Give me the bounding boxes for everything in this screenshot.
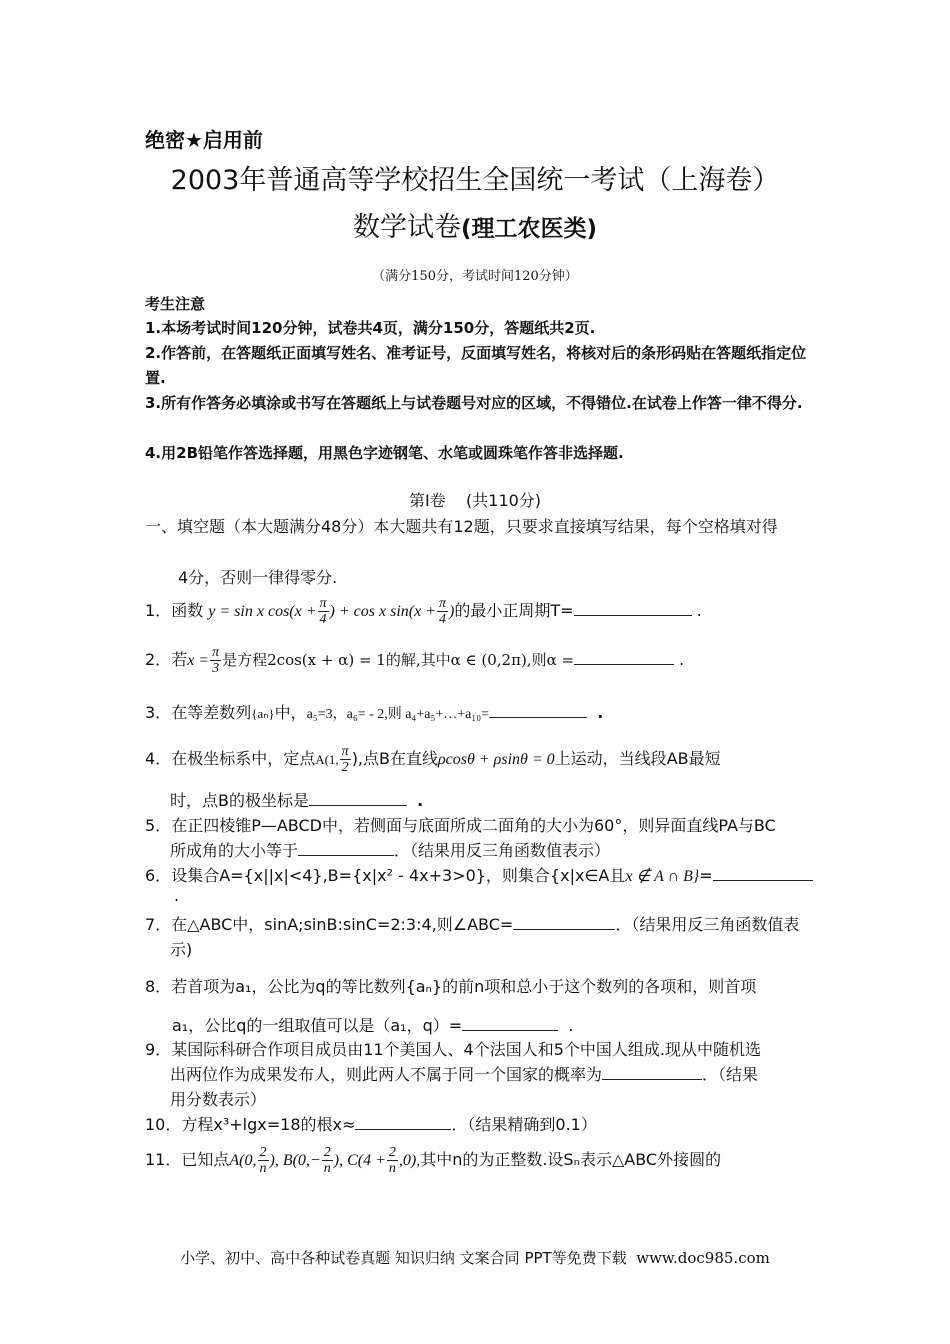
secret-label: 绝密★启用前 bbox=[145, 128, 263, 152]
q7-answer-blank[interactable] bbox=[513, 913, 615, 930]
question-7-line2: 示) bbox=[170, 940, 193, 959]
q5-answer-blank[interactable] bbox=[298, 839, 394, 856]
q4-frac: $\frac{\pi}{2}$ bbox=[341, 744, 349, 775]
notice-item-2: 2.作答前，在答题纸正面填写姓名、准考证号，反面填写姓名，将核对后的条形码贴在答题纸指定位置. bbox=[145, 344, 807, 387]
q1-text: 函数 bbox=[171, 601, 204, 620]
q1-num: 1． bbox=[145, 601, 172, 620]
notice-item-4: 4.用2B铅笔作答选择题，用黑色字迹钢笔、水笔或圆珠笔作答非选择题. bbox=[145, 444, 624, 462]
subtitle-sub: (理工农医类) bbox=[460, 216, 598, 242]
q4-answer-blank[interactable] bbox=[309, 789, 407, 806]
q3-answer-blank[interactable] bbox=[489, 701, 587, 718]
part-heading bbox=[0, 488, 950, 511]
score-info: （满分150分，考试时间120分钟） bbox=[372, 269, 578, 284]
question-5-line2: 所成角的大小等于 ．（结果用反三角函数值表示） bbox=[170, 841, 611, 860]
q1-expr1: y = sin x cos(x + bbox=[208, 603, 317, 620]
question-8: 8．若首项为a₁，公比为q的等比数列{aₙ}的前n项和总小于这个数列的各项和，则首项 bbox=[145, 977, 757, 996]
subtitle-main: 数学试卷 bbox=[352, 212, 461, 243]
q1-frac1: $\frac{\pi}{4}$ bbox=[319, 596, 327, 627]
footer bbox=[0, 1247, 950, 1268]
question-1: 1．函数 y = sin x cos(x + $\frac{\pi}{4}$ ) + cos x sin(x + $\frac{\pi}{4}$ )的最小正周期T= . bbox=[145, 596, 702, 627]
question-9-line2: 出两位作为成果发布人，则此两人不属于同一个国家的概率为 ．（结果 bbox=[170, 1065, 759, 1084]
q1-answer-blank[interactable] bbox=[574, 599, 692, 616]
q1-text-b: 的最小正周期T= bbox=[454, 601, 574, 620]
q6-answer-blank[interactable] bbox=[713, 864, 813, 881]
q10-answer-blank[interactable] bbox=[355, 1113, 451, 1130]
question-9-line3: 用分数表示） bbox=[170, 1090, 267, 1109]
q1-expr3: ) bbox=[449, 603, 455, 620]
question-11: 11．已知点A(0, $\frac{2}{n}$ ), B(0,− $\frac{2}{n}$ ), C(4 + $\frac{2}{n}$ ,0),其中n的为正整数.设Sₙ表示△ABC外接圆的 bbox=[145, 1145, 722, 1176]
part-score: (共110分) bbox=[466, 491, 542, 510]
question-8-line2: a₁，公比q的一组取值可以是（a₁，q）= . bbox=[172, 1016, 574, 1035]
q1-expr2: ) + cos x sin(x + bbox=[329, 603, 436, 620]
notice-item-3: 3.所有作答务必填涂或书写在答题纸上与试卷题号对应的区域，不得错位.在试卷上作答一律不得分. bbox=[145, 394, 803, 412]
q1-frac2: $\frac{\pi}{4}$ bbox=[439, 596, 447, 627]
exam-subtitle bbox=[0, 205, 950, 244]
question-2: 2．若x = $\frac{\pi}{3}$ 是方程2cos(x + α) = 1的解,其中α ∈ (0,2π),则α = . bbox=[145, 645, 685, 676]
question-3: 3．在等差数列{aₙ}中，a₅=3，a₆= - 2,则 a₄+a₅+…+a₁₀= . bbox=[145, 703, 604, 722]
q2-answer-blank[interactable] bbox=[574, 648, 674, 665]
question-5: 5．在正四棱锥P—ABCD中，若侧面与底面所成二面角的大小为60°，则异面直线PA与BC bbox=[145, 816, 776, 835]
question-10: 10．方程x³+lgx=18的根x≈ ．（结果精确到0.1） bbox=[145, 1115, 597, 1134]
question-6: 6．设集合A={x||x|<4},B={x|x² - 4x+3>0}，则集合{x|x∈A且x ∉ A ∩ B}= bbox=[145, 863, 813, 886]
part-label: 第Ⅰ卷 bbox=[408, 491, 446, 510]
exam-title: 2003年普通高等学校招生全国统一考试（上海卷） bbox=[170, 165, 780, 196]
footer-site[interactable]: www.doc985.com bbox=[636, 1249, 770, 1267]
question-6-end: . bbox=[174, 886, 180, 905]
footer-text: 小学、初中、高中各种试卷真题 知识归纳 文案合同 PPT等免费下载 bbox=[180, 1249, 627, 1267]
q11-frac3: $\frac{2}{n}$ bbox=[388, 1145, 396, 1176]
question-4: 4．在极坐标系中，定点A(1, $\frac{\pi}{2}$ ),点B在直线ρcosθ + ρsinθ = 0上运动，当线段AB最短 bbox=[145, 744, 721, 775]
question-7: 7．在△ABC中，sinA;sinB:sinC=2:3:4,则∠ABC= ．（结果用反三角函数值表 bbox=[145, 915, 800, 934]
section1-intro: 一、填空题（本大题满分48分）本大题共有12题，只要求直接填写结果，每个空格填对得 bbox=[145, 517, 778, 536]
question-4-line2: 时，点B的极坐标是 . bbox=[170, 791, 424, 810]
notice-title: 考生注意 bbox=[145, 295, 206, 313]
q9-answer-blank[interactable] bbox=[602, 1063, 702, 1080]
question-9: 9．某国际科研合作项目成员由11个美国人、4个法国人和5个中国人组成.现从中随机选 bbox=[145, 1040, 761, 1059]
q11-frac2: $\frac{2}{n}$ bbox=[323, 1145, 331, 1176]
notice-item-1: 1.本场考试时间120分钟，试卷共4页，满分150分，答题纸共2页. bbox=[145, 319, 596, 337]
q11-frac1: $\frac{2}{n}$ bbox=[259, 1145, 267, 1176]
q2-frac: $\frac{\pi}{3}$ bbox=[212, 645, 220, 676]
q8-answer-blank[interactable] bbox=[462, 1014, 558, 1031]
section1-intro2: 4分，否则一律得零分. bbox=[178, 568, 338, 587]
